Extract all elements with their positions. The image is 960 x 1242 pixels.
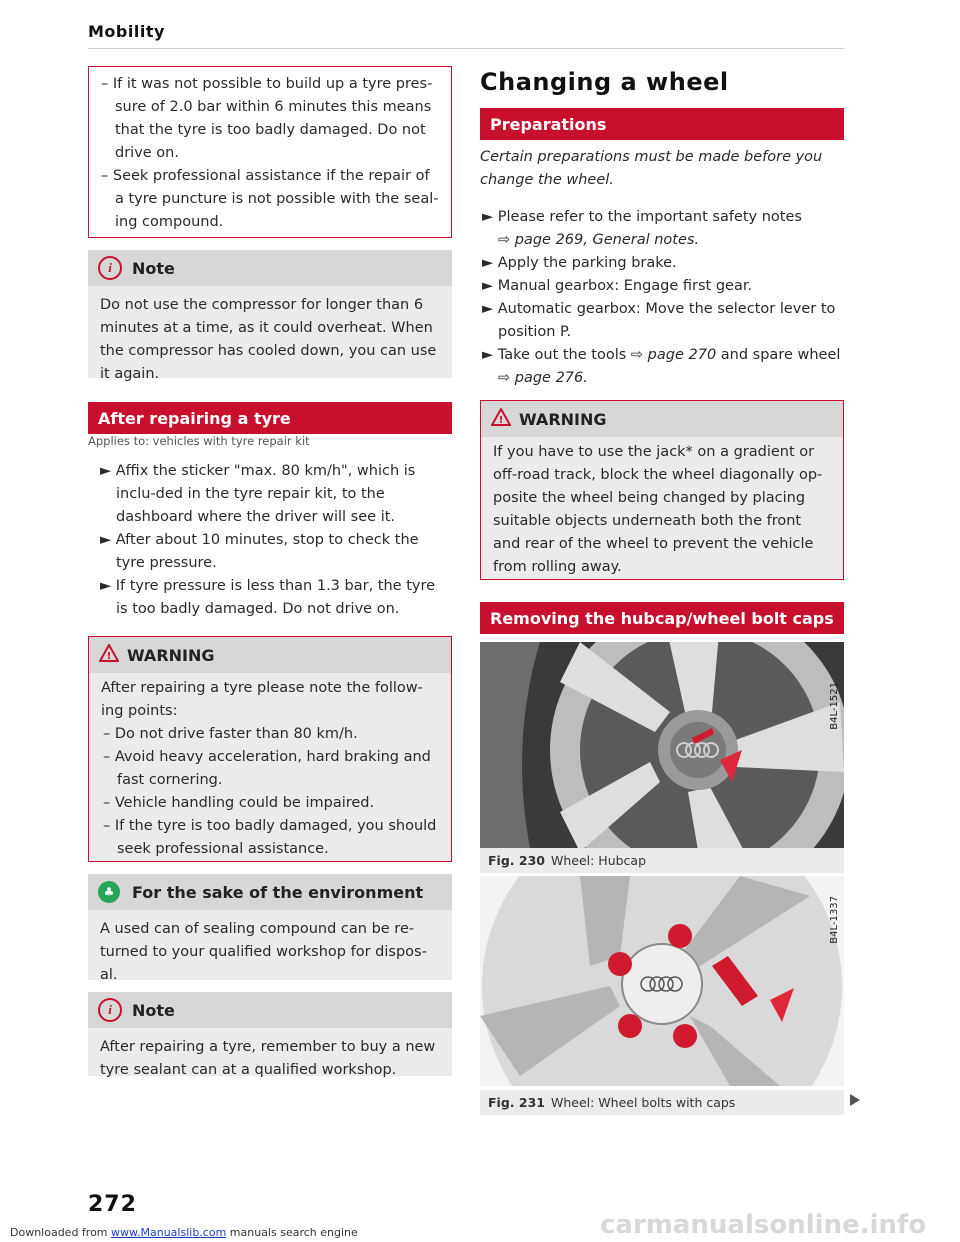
footer-suffix: manuals search engine <box>226 1226 358 1239</box>
jack-warning-title: WARNING <box>519 409 607 429</box>
warning-box-jack <box>480 400 844 580</box>
warning-heading <box>89 637 451 673</box>
continue-arrow-icon <box>850 1094 860 1106</box>
wheel-bolts-illustration <box>480 876 844 1086</box>
step-tools <box>480 344 844 390</box>
after-repair-steps <box>98 460 448 621</box>
warning-triangle-icon <box>491 408 511 430</box>
figure-caption-230 <box>480 848 844 873</box>
step-manual-gearbox: ► Manual gearbox: Engage first gear. <box>482 278 753 294</box>
hubcap-section-title-text: Removing the hubcap/wheel bolt caps <box>490 608 834 628</box>
preparations-steps <box>480 206 844 390</box>
note-box-compressor <box>88 250 452 382</box>
figure-hubcap <box>480 642 844 848</box>
warning-triangle-icon <box>99 644 119 666</box>
figure-text-231: Wheel: Wheel bolts with caps <box>550 1095 736 1110</box>
hubcap-section-title <box>480 602 844 634</box>
environment-box <box>88 874 452 983</box>
figure-code-231: B4L-1337 <box>829 896 840 944</box>
applies-to: Applies to: vehicles with tyre repair kit <box>88 434 310 448</box>
ref-page-269[interactable]: ⇨ page 269, General notes. <box>498 232 700 248</box>
figure-wheel-bolts <box>480 876 844 1086</box>
ref-page-276[interactable]: ⇨ page 276. <box>498 370 588 386</box>
note-title: Note <box>132 258 175 278</box>
note2-text: After repairing a tyre, remember to buy a new tyre sealant can at a qualified workshop. <box>100 1039 436 1078</box>
preparations-title <box>480 108 844 140</box>
warning-item-damage: – If the tyre is too badly damaged, you should seek professional assistance. <box>103 818 437 857</box>
environment-text: A used can of sealing compound can be re-turned to your qualified workshop for dispos-al. <box>100 921 427 983</box>
download-footer <box>10 1226 358 1239</box>
seal-continuation-box <box>88 66 452 238</box>
figure-code-230: B4L-1521 <box>829 682 840 730</box>
note2-title: Note <box>132 1000 175 1020</box>
warning-intro: After repairing a tyre please note the follow-ing points: <box>101 680 423 719</box>
note-text: Do not use the compressor for longer than 6 minutes at a time, as it could overheat. When the compressor has cooled down, you can use it again. <box>100 297 437 382</box>
jack-warning-text: If you have to use the jack* on a gradient or off-road track, block the wheel diagonally op-posite the wheel being changed by placing suitable objects underneath both the front and rear of the wheel to prevent the vehicle from rolling away. <box>493 444 823 575</box>
manualslib-link[interactable]: www.Manualslib.com <box>111 1226 227 1239</box>
warning-box-after-repair <box>88 636 452 862</box>
page-number: 272 <box>88 1192 137 1217</box>
step-parking-brake: ► Apply the parking brake. <box>482 255 677 271</box>
note-heading <box>88 250 452 286</box>
environment-title: For the sake of the environment <box>132 882 424 902</box>
after-repair-title-text: After repairing a tyre <box>98 408 291 428</box>
step-tools-text: ► Take out the tools <box>482 347 631 363</box>
preparations-intro: Certain preparations must be made before you change the wheel. <box>480 149 823 188</box>
step-tools-text-2: and spare wheel <box>716 347 841 363</box>
environment-heading <box>88 874 452 910</box>
ref-page-270[interactable]: ⇨ page 270 <box>630 347 717 363</box>
jack-warning-heading <box>481 401 843 437</box>
warning-item-handling: – Vehicle handling could be impaired. <box>103 795 375 811</box>
section-header: Mobility <box>88 22 165 41</box>
figure-text-230: Wheel: Hubcap <box>550 853 647 868</box>
step-sticker: ► Affix the sticker "max. 80 km/h", which is inclu-ded in the tyre repair kit, to the dashboard where the driver will see it. <box>100 463 416 525</box>
warning-body <box>89 673 451 869</box>
leaf-icon: ♣ <box>98 881 120 903</box>
preparations-title-text: Preparations <box>490 114 607 134</box>
svg-text:!: ! <box>498 415 504 426</box>
info-icon: i <box>98 998 122 1022</box>
step-safety-text: ► Please refer to the important safety notes <box>482 209 802 225</box>
header-divider <box>88 48 844 49</box>
chapter-heading: Changing a wheel <box>480 68 729 96</box>
watermark-text: carmanualsonline.info <box>600 1210 927 1240</box>
warning-title: WARNING <box>127 645 215 665</box>
svg-text:!: ! <box>106 651 112 662</box>
warning-item-speed: – Do not drive faster than 80 km/h. <box>103 726 358 742</box>
info-icon: i <box>98 256 122 280</box>
hubcap-illustration <box>480 642 844 848</box>
warning-item-acceleration: – Avoid heavy acceleration, hard braking and fast cornering. <box>103 749 431 788</box>
figure-number-231: Fig. 231 <box>488 1095 545 1110</box>
step-safety-notes <box>480 206 844 252</box>
note2-heading <box>88 992 452 1028</box>
figure-number-230: Fig. 230 <box>488 853 545 868</box>
note-box-sealant <box>88 992 452 1076</box>
seal-dash-2: – Seek professional assistance if the repair of a tyre puncture is not possible with the seal-ing compound. <box>101 168 439 230</box>
figure-caption-231 <box>480 1090 844 1115</box>
step-check-pressure: ► After about 10 minutes, stop to check the tyre pressure. <box>100 532 419 571</box>
seal-dash-1: – If it was not possible to build up a tyre pres-sure of 2.0 bar within 6 minutes this means that the tyre is too badly damaged. Do not drive on. <box>101 76 433 161</box>
footer-prefix: Downloaded from <box>10 1226 112 1239</box>
step-automatic-gearbox: ► Automatic gearbox: Move the selector lever to position P. <box>482 301 836 340</box>
step-low-pressure: ► If tyre pressure is less than 1.3 bar, the tyre is too badly damaged. Do not drive on. <box>100 578 436 617</box>
after-repair-title <box>88 402 452 434</box>
